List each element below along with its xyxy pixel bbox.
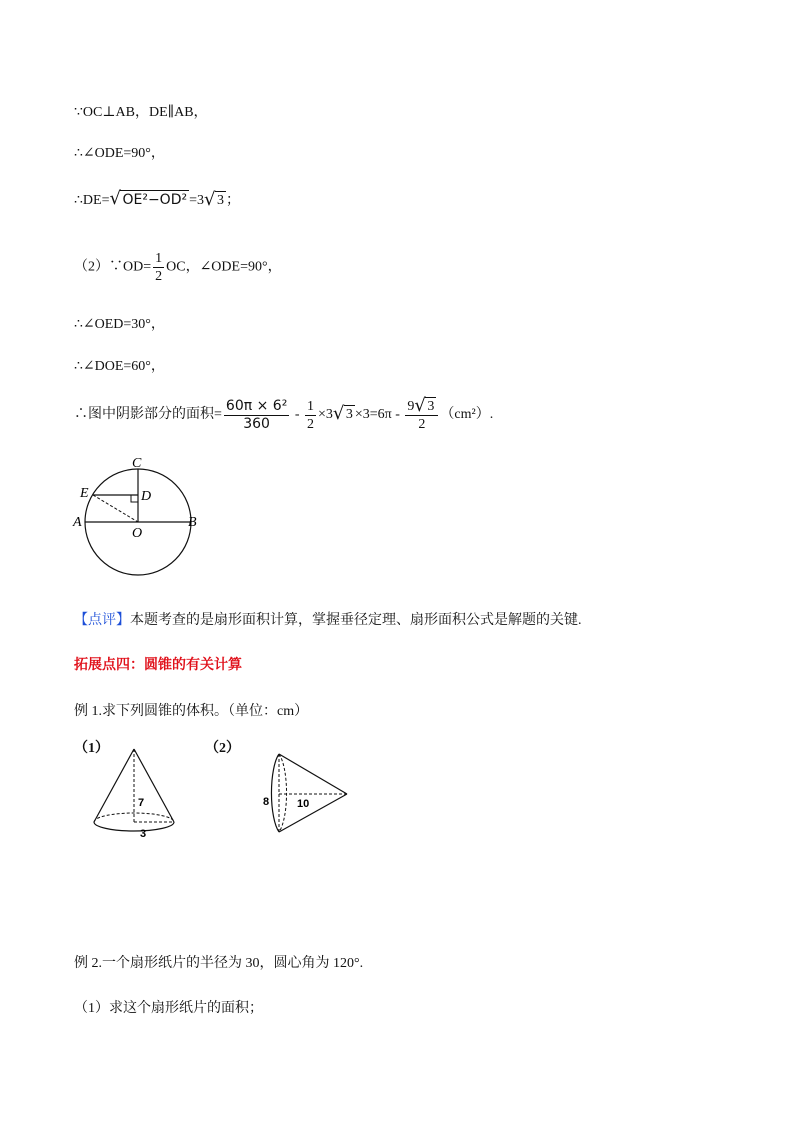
proof-line-5-text: ∴∠OED=30°， — [74, 317, 165, 332]
nine: 9 — [407, 399, 415, 414]
cone-figure-1 — [88, 746, 188, 841]
sqrt-expression: √ OE²−OD² — [109, 188, 188, 209]
sqrt-three-3: √ 3 — [414, 395, 435, 416]
proof-line-6 — [74, 358, 165, 376]
cone2-bottom-side — [279, 794, 347, 832]
proof-line-4-suffix: OC，∠ODE=90°， — [166, 259, 282, 275]
fraction-sector — [224, 398, 289, 433]
cone2-top-side — [279, 754, 347, 794]
fraction-den: 2 — [155, 269, 163, 284]
area-formula-line — [74, 397, 493, 433]
half-num: 1 — [306, 398, 314, 414]
proof-line-1 — [74, 104, 208, 122]
cone1-height-label: 7 — [138, 797, 145, 809]
label-C: C — [132, 456, 142, 471]
example-2-text: 例 2.一个扇形纸片的半径为 30，圆心角为 120°. — [74, 956, 364, 971]
nine-root-three-num — [405, 397, 438, 416]
cone1-base-front — [94, 822, 174, 831]
proof-line-3-prefix: ∴DE= — [74, 193, 110, 208]
area-formula-suffix: （cm²）. — [440, 407, 494, 423]
sector-den: 360 — [243, 415, 270, 432]
cone1-left-side — [94, 749, 134, 822]
proof-line-3-end: ； — [226, 193, 240, 208]
fraction-half-2 — [305, 398, 316, 433]
area-formula-prefix: ∴图中阴影部分的面积= — [74, 407, 222, 423]
fraction-half — [153, 250, 164, 285]
figure-2-label: （2） — [205, 741, 240, 756]
proof-line-4 — [74, 250, 282, 285]
radicand-3: 3 — [217, 193, 224, 208]
comment-text: 本题考查的是扇形面积计算，掌握垂径定理、扇形面积公式是解题的关键. — [130, 613, 582, 628]
proof-line-3 — [74, 190, 240, 210]
label-O: O — [132, 526, 143, 541]
mid-2: ×3=6π - — [354, 407, 404, 423]
half-den: 2 — [306, 416, 314, 432]
cone1-right-side — [134, 749, 174, 822]
proof-line-6-text: ∴∠DOE=60°， — [74, 359, 165, 374]
label-D: D — [141, 489, 152, 504]
sqrt-three-2: √ 3 — [332, 403, 353, 425]
example-2-question-1: （1）求这个扇形纸片的面积； — [74, 1001, 263, 1016]
proof-line-3-eq: =3 — [189, 193, 204, 208]
proof-line-5 — [74, 316, 165, 334]
proof-line-4-prefix: （2）∵OD= — [74, 259, 152, 275]
proof-line-1-text: ∵OC⊥AB，DE∥AB， — [74, 105, 208, 120]
label-E: E — [80, 486, 89, 501]
section-heading: 拓展点四：圆锥的有关计算 — [74, 658, 242, 673]
cone1-radius-label: 3 — [140, 828, 147, 840]
fraction-nine-root-three — [405, 397, 438, 433]
cone2-base-front — [271, 754, 279, 832]
proof-line-2 — [74, 145, 165, 163]
right-angle-mark — [131, 495, 138, 502]
circle-figure — [68, 455, 218, 585]
cone2-length-label: 10 — [297, 798, 310, 810]
example-1-text: 例 1.求下列圆锥的体积。（单位：cm） — [74, 704, 309, 719]
cone2-base-back — [279, 754, 287, 832]
comment-line — [74, 612, 582, 630]
fraction-num: 1 — [155, 251, 163, 266]
proof-line-2-text: ∴∠ODE=90°， — [74, 146, 165, 161]
figure-1-label: （1） — [74, 741, 109, 756]
radicand-3c: 3 — [427, 399, 435, 414]
radicand: OE²−OD² — [122, 192, 188, 208]
comment-tag: 【点评】 — [74, 613, 130, 628]
label-A: A — [73, 515, 82, 530]
label-B: B — [188, 515, 197, 530]
mid-1: ×3 — [317, 407, 333, 423]
minus-1: - — [291, 407, 303, 423]
sector-num: 60π × 6² — [225, 397, 288, 414]
cone2-height-label: 8 — [263, 796, 270, 808]
cone-figure-2 — [255, 748, 355, 838]
nine-root-three-den: 2 — [418, 417, 426, 432]
sqrt-three: √ 3 — [204, 189, 224, 210]
radicand-3b: 3 — [345, 407, 353, 423]
